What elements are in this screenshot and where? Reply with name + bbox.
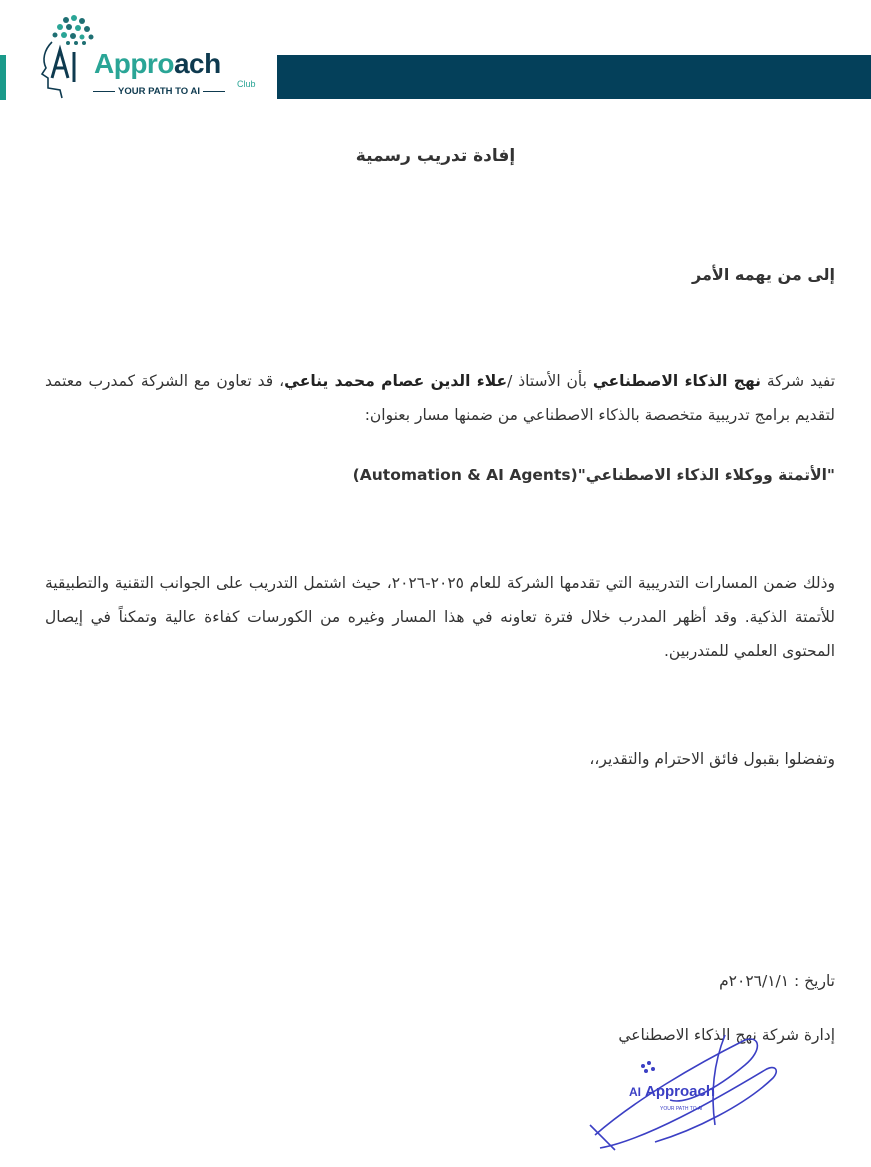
logo-wordmark: Approach [94, 48, 221, 79]
body-paragraph: وذلك ضمن المسارات التدريبية التي تقدمها الشركة للعام ٢٠٢٥-٢٠٢٦، حيث اشتمل التدريب على الجوانب التقنية والتطبيقية للأتمتة الذكية. وقد أظهر المدرب خلال فترة تعاونه في هذا المسار وغيره من الكورسات كفاءة عالية وتمكناً في إيصال المحتوى العلمي للمتدربين. [45, 574, 836, 660]
svg-text:YOUR PATH TO AI: YOUR PATH TO AI [660, 1106, 703, 1112]
course-title: "الأتمتة ووكلاء الذكاء الاصطناعي"(Automation & AI Agents) [352, 466, 835, 484]
signature-stamp-icon [575, 1030, 825, 1155]
closing-line: وتفضلوا بقبول فائق الاحترام والتقدير،، [589, 750, 835, 768]
ai-head-tree-icon [38, 12, 98, 100]
logo-club-label: Club [237, 79, 256, 89]
trainee-name: علاء الدين عصام محمد يناعي [284, 372, 508, 390]
date-label: تاريخ : [789, 972, 835, 990]
header-accent-strip [0, 55, 6, 100]
company-logo [38, 12, 268, 100]
management-signoff: إدارة شركة نهج الذكاء الاصطناعي [618, 1026, 835, 1044]
document-title: إفادة تدريب رسمية [355, 146, 516, 166]
intro-paragraph: تفيد شركة نهج الذكاء الاصطناعي بأن الأستاذ /علاء الدين عصام محمد يناعي، قد تعاون مع الشركة كمدرب معتمد لتقديم برامج تدريبية متخصصة بالذكاء الاصطناعي من ضمنها مسار بعنوان: [45, 372, 836, 424]
svg-text:Approach: Approach [645, 1083, 716, 1100]
date-line [45, 964, 835, 998]
greeting: إلى من يهمه الأمر [692, 265, 835, 284]
date-value: ٢٠٢٦/١/١م [719, 972, 790, 990]
header-bar [277, 55, 871, 99]
logo-tagline: YOUR PATH TO AI [90, 86, 228, 97]
company-name: نهج الذكاء الاصطناعي [592, 372, 762, 390]
svg-text:AI: AI [629, 1085, 641, 1099]
